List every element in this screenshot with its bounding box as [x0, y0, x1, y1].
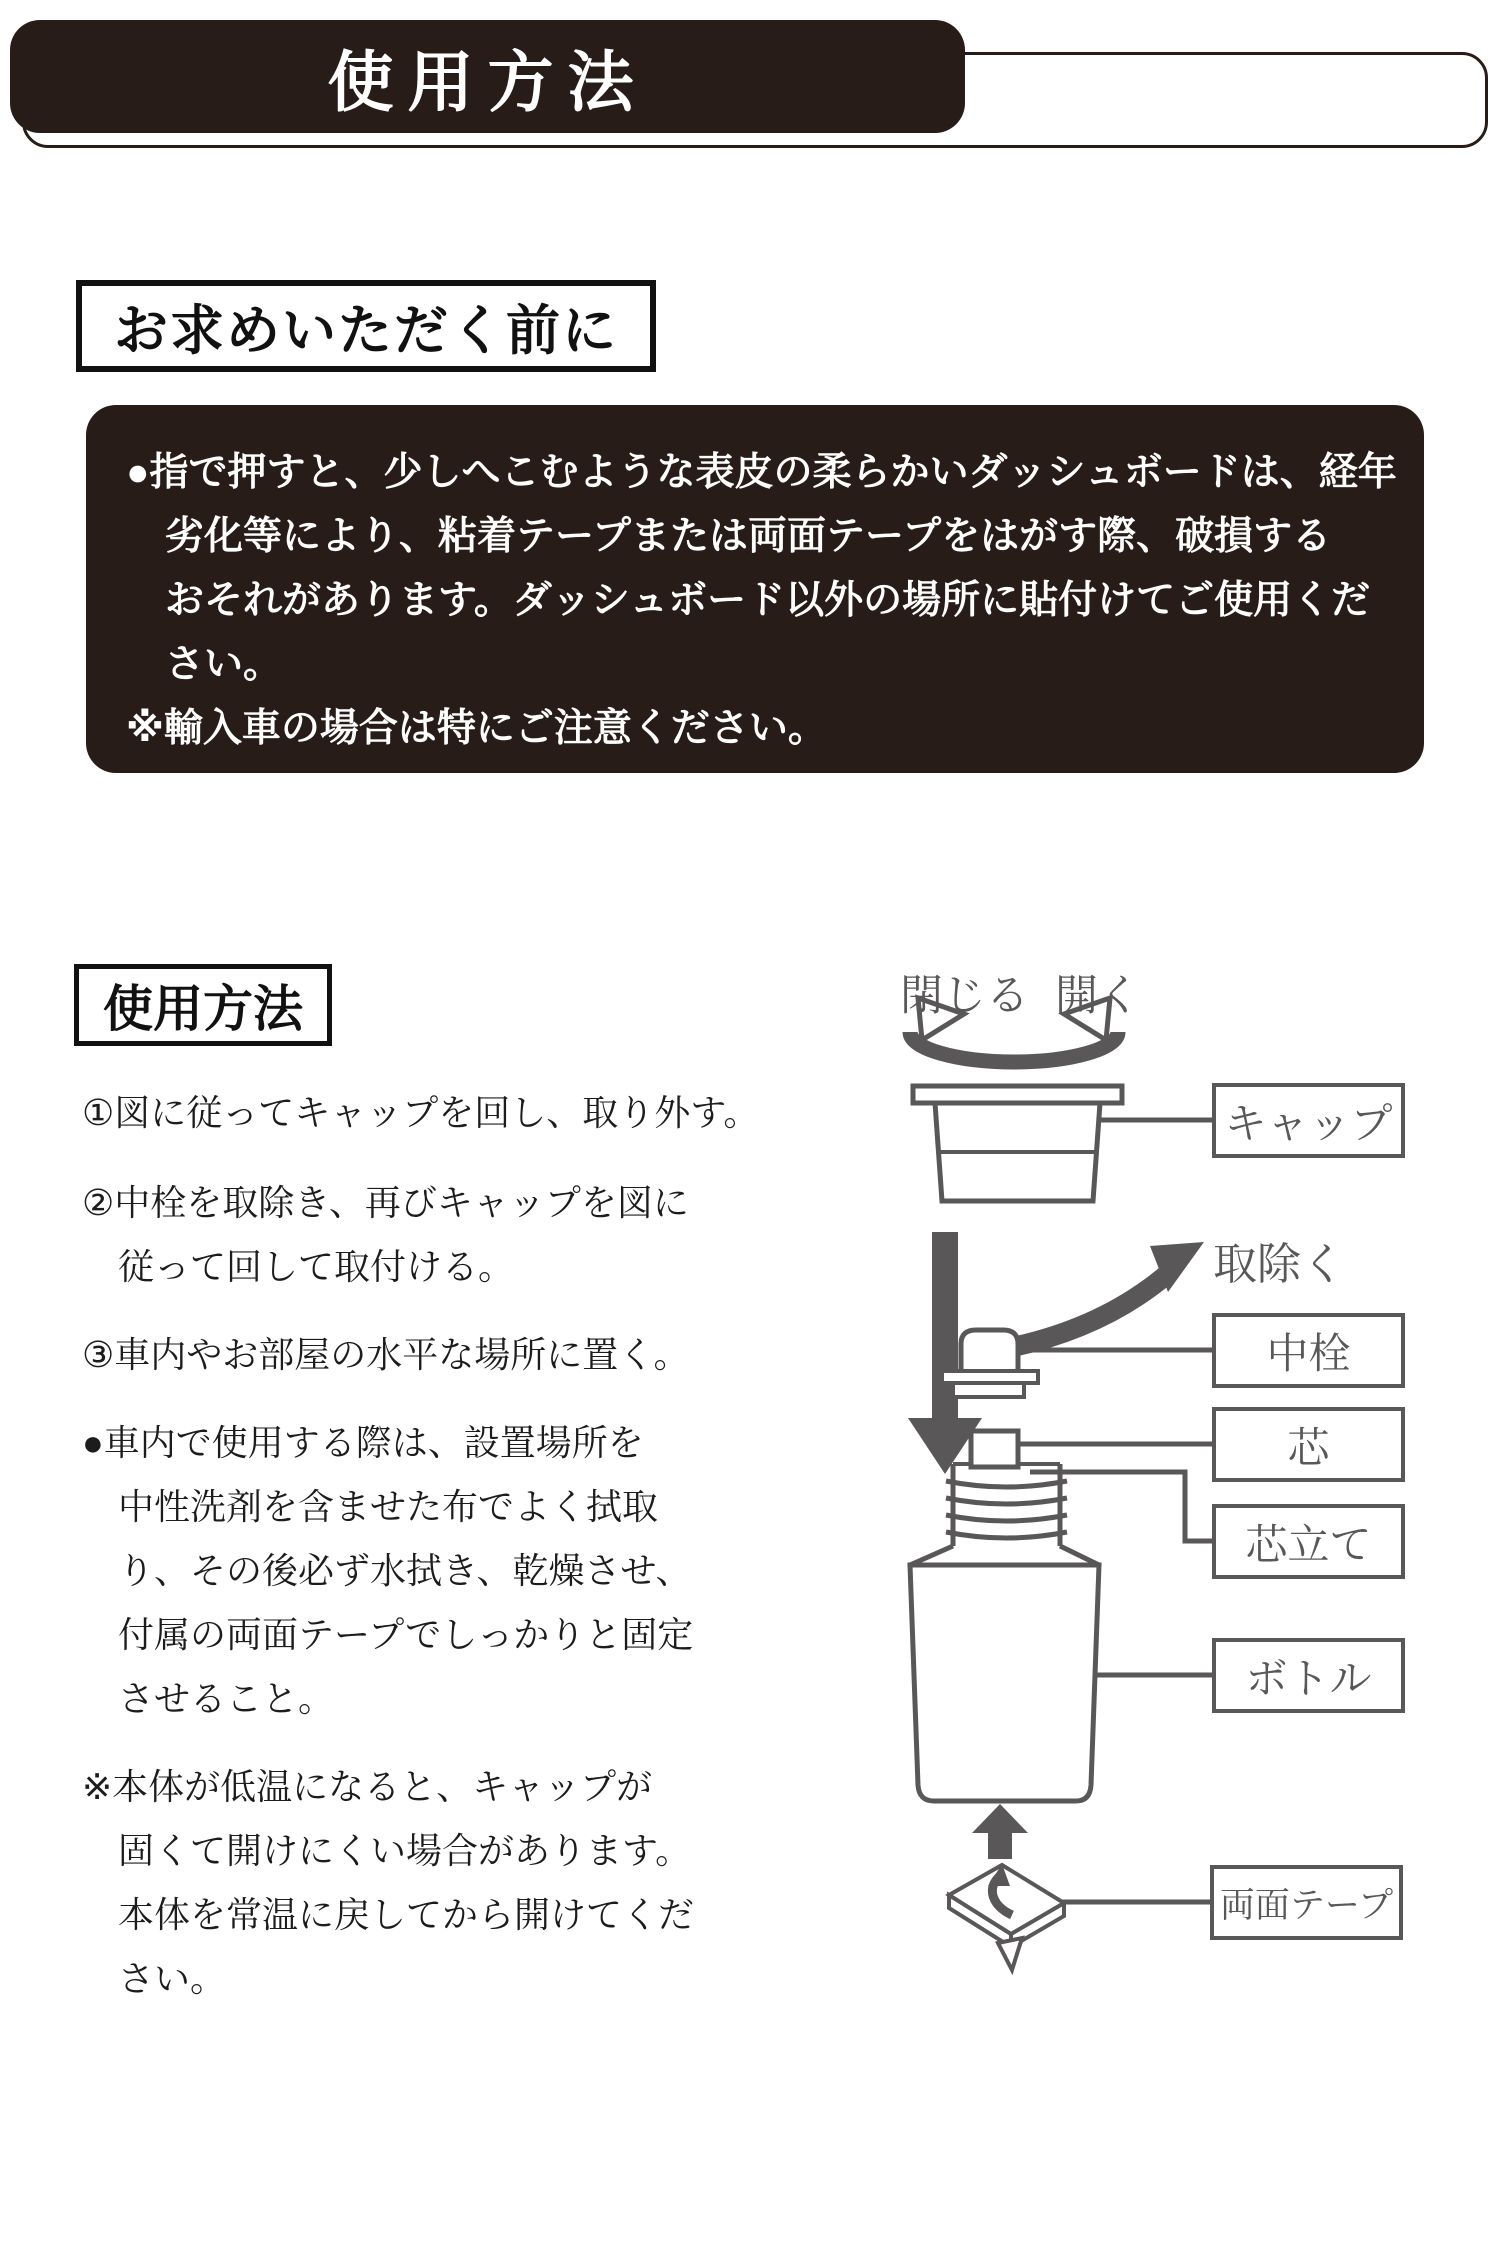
step-line: 固くて開けにくい場合があります。 [118, 1830, 692, 1871]
wick-label-box: 芯 [1212, 1407, 1405, 1482]
warning-box [86, 405, 1424, 773]
product-diagram [850, 940, 1500, 1980]
bottle-label-box: ボトル [1212, 1638, 1405, 1713]
warning-line: ●指で押すと、少しへこむような表皮の柔らかいダッシュボードは、経年 [126, 451, 1397, 494]
inner-stopper-drawing [961, 1330, 1018, 1373]
step-line: ②中栓を取除き、再びキャップを図に [82, 1182, 689, 1223]
up-arrow-icon [972, 1804, 1028, 1833]
step-line: さい。 [118, 1958, 227, 1999]
remove-label: 取除く [1213, 1240, 1345, 1289]
rotate-band-icon [910, 1032, 1118, 1062]
open-label: 開く [1055, 972, 1141, 1020]
warning-line: おそれがあります。ダッシュボード以外の場所に貼付けてご使用くだ [165, 579, 1371, 622]
page-title: 使用方法 [327, 45, 648, 119]
step-line: ●車内で使用する際は、設置場所を [82, 1422, 644, 1463]
before-purchase-heading: お求めいただく前に [76, 280, 656, 372]
step-line: ※本体が低温になると、キャップが [82, 1766, 653, 1807]
cap-label-box: キャップ [1212, 1083, 1405, 1158]
step-line: ③車内やお部屋の水平な場所に置く。 [82, 1334, 690, 1375]
step-line: させること。 [118, 1678, 335, 1719]
usage-heading: 使用方法 [74, 964, 332, 1046]
cap-brim [913, 1086, 1122, 1103]
close-label: 閉じる [900, 972, 1029, 1020]
warning-line: ※輸入車の場合は特にご注意ください。 [126, 707, 827, 750]
rotate-direction-labels [900, 962, 1141, 1023]
step-line: 本体を常温に戻してから開けてくだ [118, 1894, 695, 1935]
step-line: 中性洗剤を含ませた布でよく拭取 [118, 1486, 659, 1527]
step-line: ①図に従ってキャップを回し、取り外す。 [82, 1092, 760, 1133]
inner-stopper-label-box: 中栓 [1212, 1313, 1405, 1388]
tape-flap [998, 1938, 1022, 1970]
tape-label-box: 両面テープ [1210, 1865, 1403, 1940]
warning-line: 劣化等により、粘着テープまたは両面テープをはがす際、破損する [165, 515, 1332, 558]
step-line: 従って回して取付ける。 [118, 1246, 515, 1287]
usage-instructions [82, 1081, 812, 2011]
remove-arrow-icon [1008, 1270, 1172, 1348]
step-line: り、その後必ず水拭き、乾燥させ、 [118, 1550, 692, 1591]
header-banner [10, 20, 965, 133]
wick-stand-label-box: 芯立て [1212, 1504, 1405, 1579]
bottle-body [910, 1565, 1099, 1801]
warning-line: さい。 [165, 643, 283, 686]
wick-drawing [971, 1431, 1018, 1467]
step-line: 付属の両面テープでしっかりと固定 [118, 1614, 694, 1655]
